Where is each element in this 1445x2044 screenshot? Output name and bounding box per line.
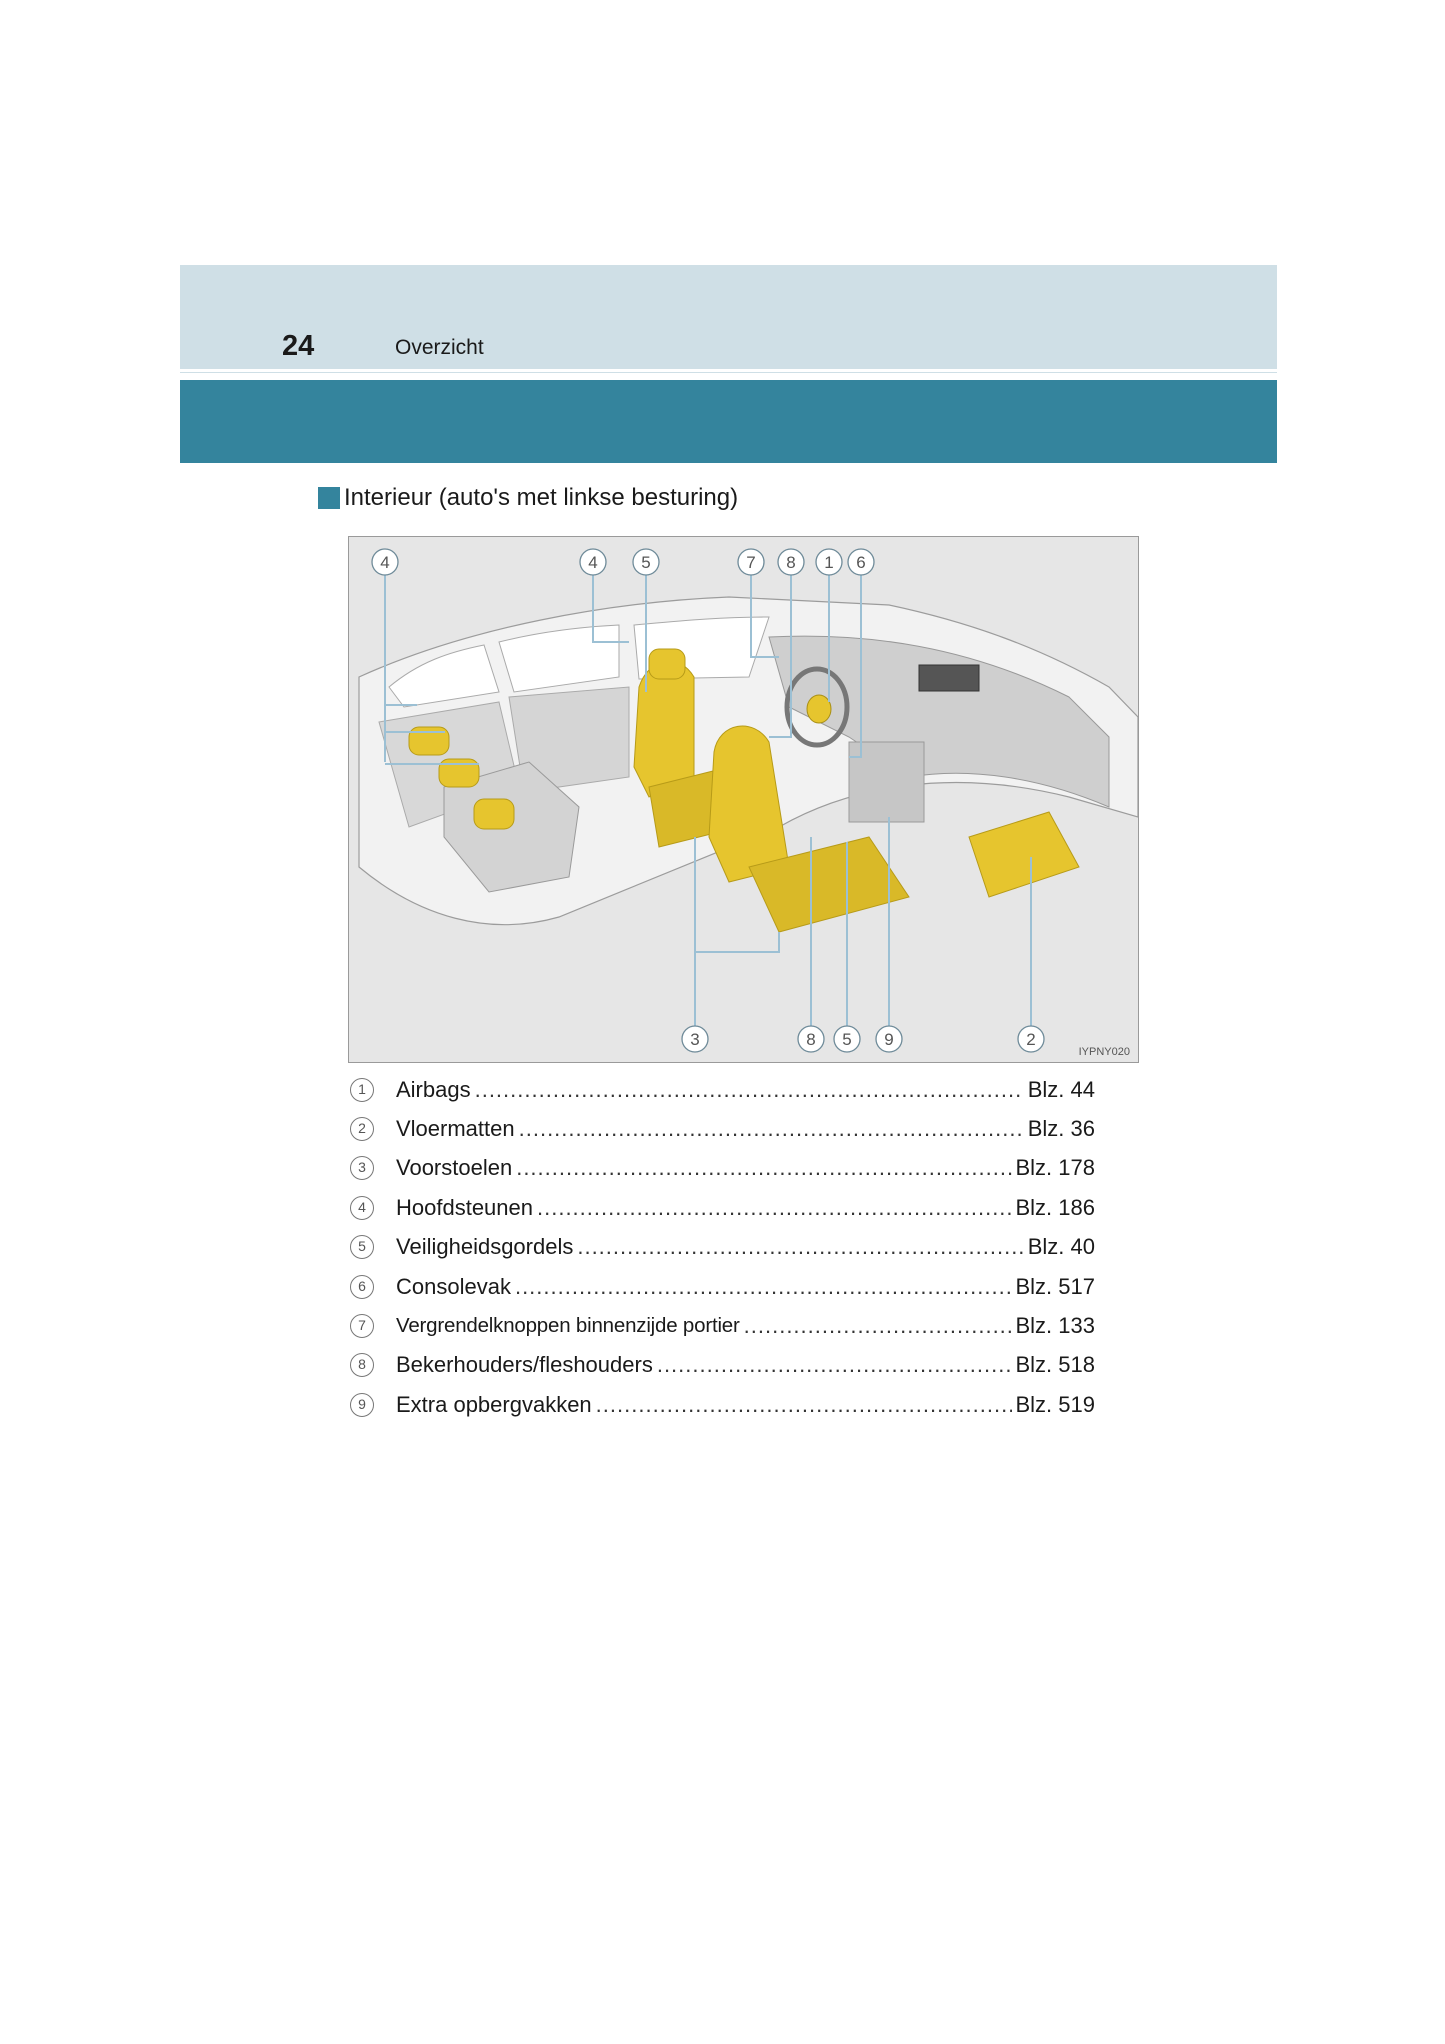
leader-dots [475, 1077, 1024, 1103]
header-accent-band [180, 380, 1277, 463]
svg-text:8: 8 [786, 553, 796, 572]
legend-label: Consolevak [396, 1273, 511, 1299]
leader-dots [516, 1155, 1011, 1181]
svg-text:6: 6 [856, 553, 866, 572]
svg-text:5: 5 [641, 553, 651, 572]
page-reference: Blz. 133 [1015, 1313, 1095, 1339]
legend-label: Bekerhouders/fleshouders [396, 1352, 653, 1378]
legend-number-icon: 6 [350, 1275, 374, 1299]
legend-number-icon: 9 [350, 1393, 374, 1417]
page-reference: Blz. 518 [1015, 1352, 1095, 1378]
rear-headrest-3 [474, 799, 514, 829]
legend-label: Hoofdsteunen [396, 1194, 533, 1220]
callout-8b [798, 1026, 824, 1052]
page-reference: Blz. 517 [1015, 1273, 1095, 1299]
legend-label: Voorstoelen [396, 1155, 513, 1181]
callout-5a [633, 549, 659, 575]
svg-text:4: 4 [380, 553, 390, 572]
legend-item [350, 1385, 1095, 1424]
airbag-hub [807, 695, 831, 723]
page-reference: Blz. 519 [1015, 1391, 1095, 1417]
legend-item [350, 1306, 1095, 1345]
page-reference: Blz. 40 [1027, 1234, 1095, 1260]
page-reference: Blz. 178 [1015, 1155, 1095, 1181]
header-band [180, 265, 1277, 373]
driver-seat-back [634, 661, 694, 797]
leader-dots [537, 1195, 1012, 1221]
driver-headrest [649, 649, 685, 679]
floor-mat [969, 812, 1079, 897]
callout-3 [682, 1026, 708, 1052]
heading-text: Interieur (auto's met linkse besturing) [344, 484, 739, 511]
page-reference: Blz. 36 [1027, 1116, 1095, 1142]
leader-dots [515, 1274, 1012, 1300]
legend-number-icon: 4 [350, 1196, 374, 1220]
page-reference: Blz. 44 [1027, 1076, 1095, 1102]
legend-label: Airbags [396, 1076, 471, 1102]
svg-text:1: 1 [824, 553, 834, 572]
legend-label: Vloermatten [396, 1116, 515, 1142]
legend-number-icon: 7 [350, 1314, 374, 1338]
leader-dots [657, 1352, 1012, 1378]
legend-item [350, 1149, 1095, 1188]
callout-8a [778, 549, 804, 575]
display-screen [919, 665, 979, 691]
callout-4a [372, 549, 398, 575]
figure-code: IYPNY020 [1078, 1046, 1130, 1058]
legend-item [350, 1346, 1095, 1385]
legend-number-icon: 3 [350, 1156, 374, 1180]
header-divider [180, 369, 1277, 372]
svg-text:4: 4 [588, 553, 598, 572]
section-heading [318, 484, 738, 512]
callout-7 [738, 549, 764, 575]
legend-number-icon: 8 [350, 1353, 374, 1377]
legend-label: Vergrendelknoppen binnenzijde portier [396, 1314, 740, 1338]
leader-dots [577, 1234, 1023, 1260]
callout-5b [834, 1026, 860, 1052]
legend-list [350, 1070, 1095, 1425]
svg-text:2: 2 [1026, 1030, 1036, 1049]
callout-2 [1018, 1026, 1044, 1052]
leader-dots [519, 1116, 1024, 1142]
legend-label: Veiligheidsgordels [396, 1234, 574, 1260]
callout-6 [848, 549, 874, 575]
page-number: 24 [282, 330, 315, 362]
svg-text:9: 9 [884, 1030, 894, 1049]
legend-number-icon: 1 [350, 1078, 374, 1102]
section-title: Overzicht [395, 336, 484, 359]
legend-item [350, 1267, 1095, 1306]
legend-label: Extra opbergvakken [396, 1391, 592, 1417]
svg-text:8: 8 [806, 1030, 816, 1049]
legend-item [350, 1070, 1095, 1109]
svg-text:7: 7 [746, 553, 756, 572]
legend-item [350, 1228, 1095, 1267]
legend-number-icon: 2 [350, 1117, 374, 1141]
legend-item [350, 1109, 1095, 1148]
svg-text:3: 3 [690, 1030, 700, 1049]
svg-text:5: 5 [842, 1030, 852, 1049]
interior-illustration [348, 536, 1139, 1063]
callout-9 [876, 1026, 902, 1052]
legend-item [350, 1188, 1095, 1227]
heading-square-icon [318, 487, 340, 509]
callout-1 [816, 549, 842, 575]
callout-4b [580, 549, 606, 575]
leader-dots [596, 1392, 1012, 1418]
page-reference: Blz. 186 [1015, 1194, 1095, 1220]
leader-dots [744, 1313, 1012, 1339]
legend-number-icon: 5 [350, 1235, 374, 1259]
